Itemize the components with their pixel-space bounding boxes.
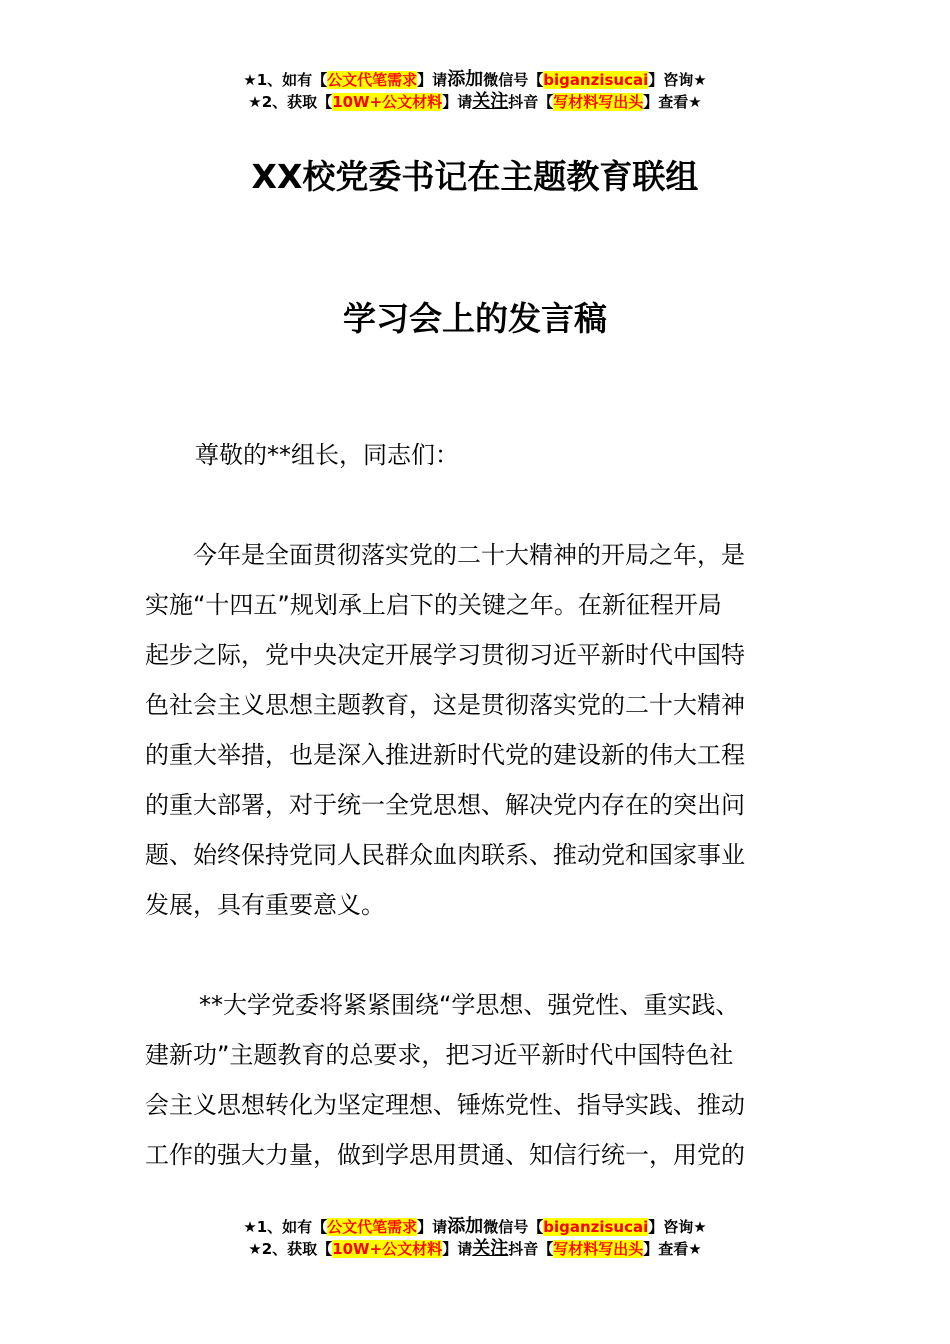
banner-line-1: [0, 69, 950, 91]
banner-text: ★2、获取【: [248, 93, 333, 111]
banner-douyin-id: 写材料写出头: [553, 93, 644, 111]
banner-emphasis: 添加: [447, 69, 484, 90]
document-title-line-1: XX校党委书记在主题教育联组: [251, 157, 699, 196]
banner-text: 】咨询★: [648, 71, 707, 89]
banner-text: 】请: [442, 1240, 473, 1258]
banner-text: 】请: [442, 93, 473, 111]
paragraph-line: 发展，具有重要意义。: [145, 891, 385, 919]
banner-emphasis: 关注: [472, 91, 509, 112]
banner-text: 微信号【: [483, 71, 544, 89]
header-banner: [0, 69, 950, 113]
banner-emphasis: 关注: [472, 1238, 509, 1259]
paragraph-line: 工作的强大力量，做到学思用贯通、知信行统一，用党的: [145, 1141, 745, 1169]
banner-text: 抖音【: [508, 93, 554, 111]
banner-text: 】查看★: [643, 93, 702, 111]
body-paragraph-1: [145, 530, 810, 930]
banner-text: 】咨询★: [648, 1218, 707, 1236]
banner-douyin-id: 写材料写出头: [553, 1240, 644, 1258]
paragraph-line: 的重大部署，对于统一全党思想、解决党内存在的突出问: [145, 791, 745, 819]
banner-text: ★1、如有【: [243, 1218, 328, 1236]
document-title-line-2: 学习会上的发言稿: [343, 299, 607, 338]
banner-text: 】请: [417, 71, 448, 89]
banner-highlight: 公文代笔需求: [327, 1218, 418, 1236]
salutation: [195, 430, 860, 480]
paragraph-line: 的重大举措，也是深入推进新时代党的建设新的伟大工程: [145, 741, 745, 769]
banner-text: 微信号【: [483, 1218, 544, 1236]
paragraph-line: 实施“十四五”规划承上启下的关键之年。在新征程开局: [145, 591, 722, 619]
paragraph-line: 今年是全面贯彻落实党的二十大精神的开局之年，是: [193, 541, 745, 569]
banner-line-2: [0, 91, 950, 113]
banner-line-1: [0, 1216, 950, 1238]
banner-line-2: [0, 1238, 950, 1260]
banner-text: ★1、如有【: [243, 71, 328, 89]
paragraph-line: **大学党委将紧紧围绕“学思想、强党性、重实践、: [199, 991, 740, 1019]
banner-highlight: 10W+公文材料: [332, 1240, 443, 1258]
footer-banner: [0, 1216, 950, 1260]
salutation-text: 尊敬的**组长，同志们：: [195, 441, 459, 469]
banner-text: 抖音【: [508, 1240, 554, 1258]
paragraph-line: 色社会主义思想主题教育，这是贯彻落实党的二十大精神: [145, 691, 745, 719]
banner-wechat-id: biganzisucai: [543, 1218, 649, 1236]
banner-highlight: 10W+公文材料: [332, 93, 443, 111]
banner-highlight: 公文代笔需求: [327, 71, 418, 89]
body-paragraph-2: [145, 980, 810, 1180]
banner-wechat-id: biganzisucai: [543, 71, 649, 89]
banner-text: ★2、获取【: [248, 1240, 333, 1258]
paragraph-line: 建新功”主题教育的总要求，把习近平新时代中国特色社: [145, 1041, 734, 1069]
paragraph-line: 题、始终保持党同人民群众血肉联系、推动党和国家事业: [145, 841, 745, 869]
paragraph-line: 起步之际，党中央决定开展学习贯彻习近平新时代中国特: [145, 641, 745, 669]
paragraph-line: 会主义思想转化为坚定理想、锤炼党性、指导实践、推动: [145, 1091, 745, 1119]
banner-text: 】查看★: [643, 1240, 702, 1258]
banner-emphasis: 添加: [447, 1216, 484, 1237]
banner-text: 】请: [417, 1218, 448, 1236]
